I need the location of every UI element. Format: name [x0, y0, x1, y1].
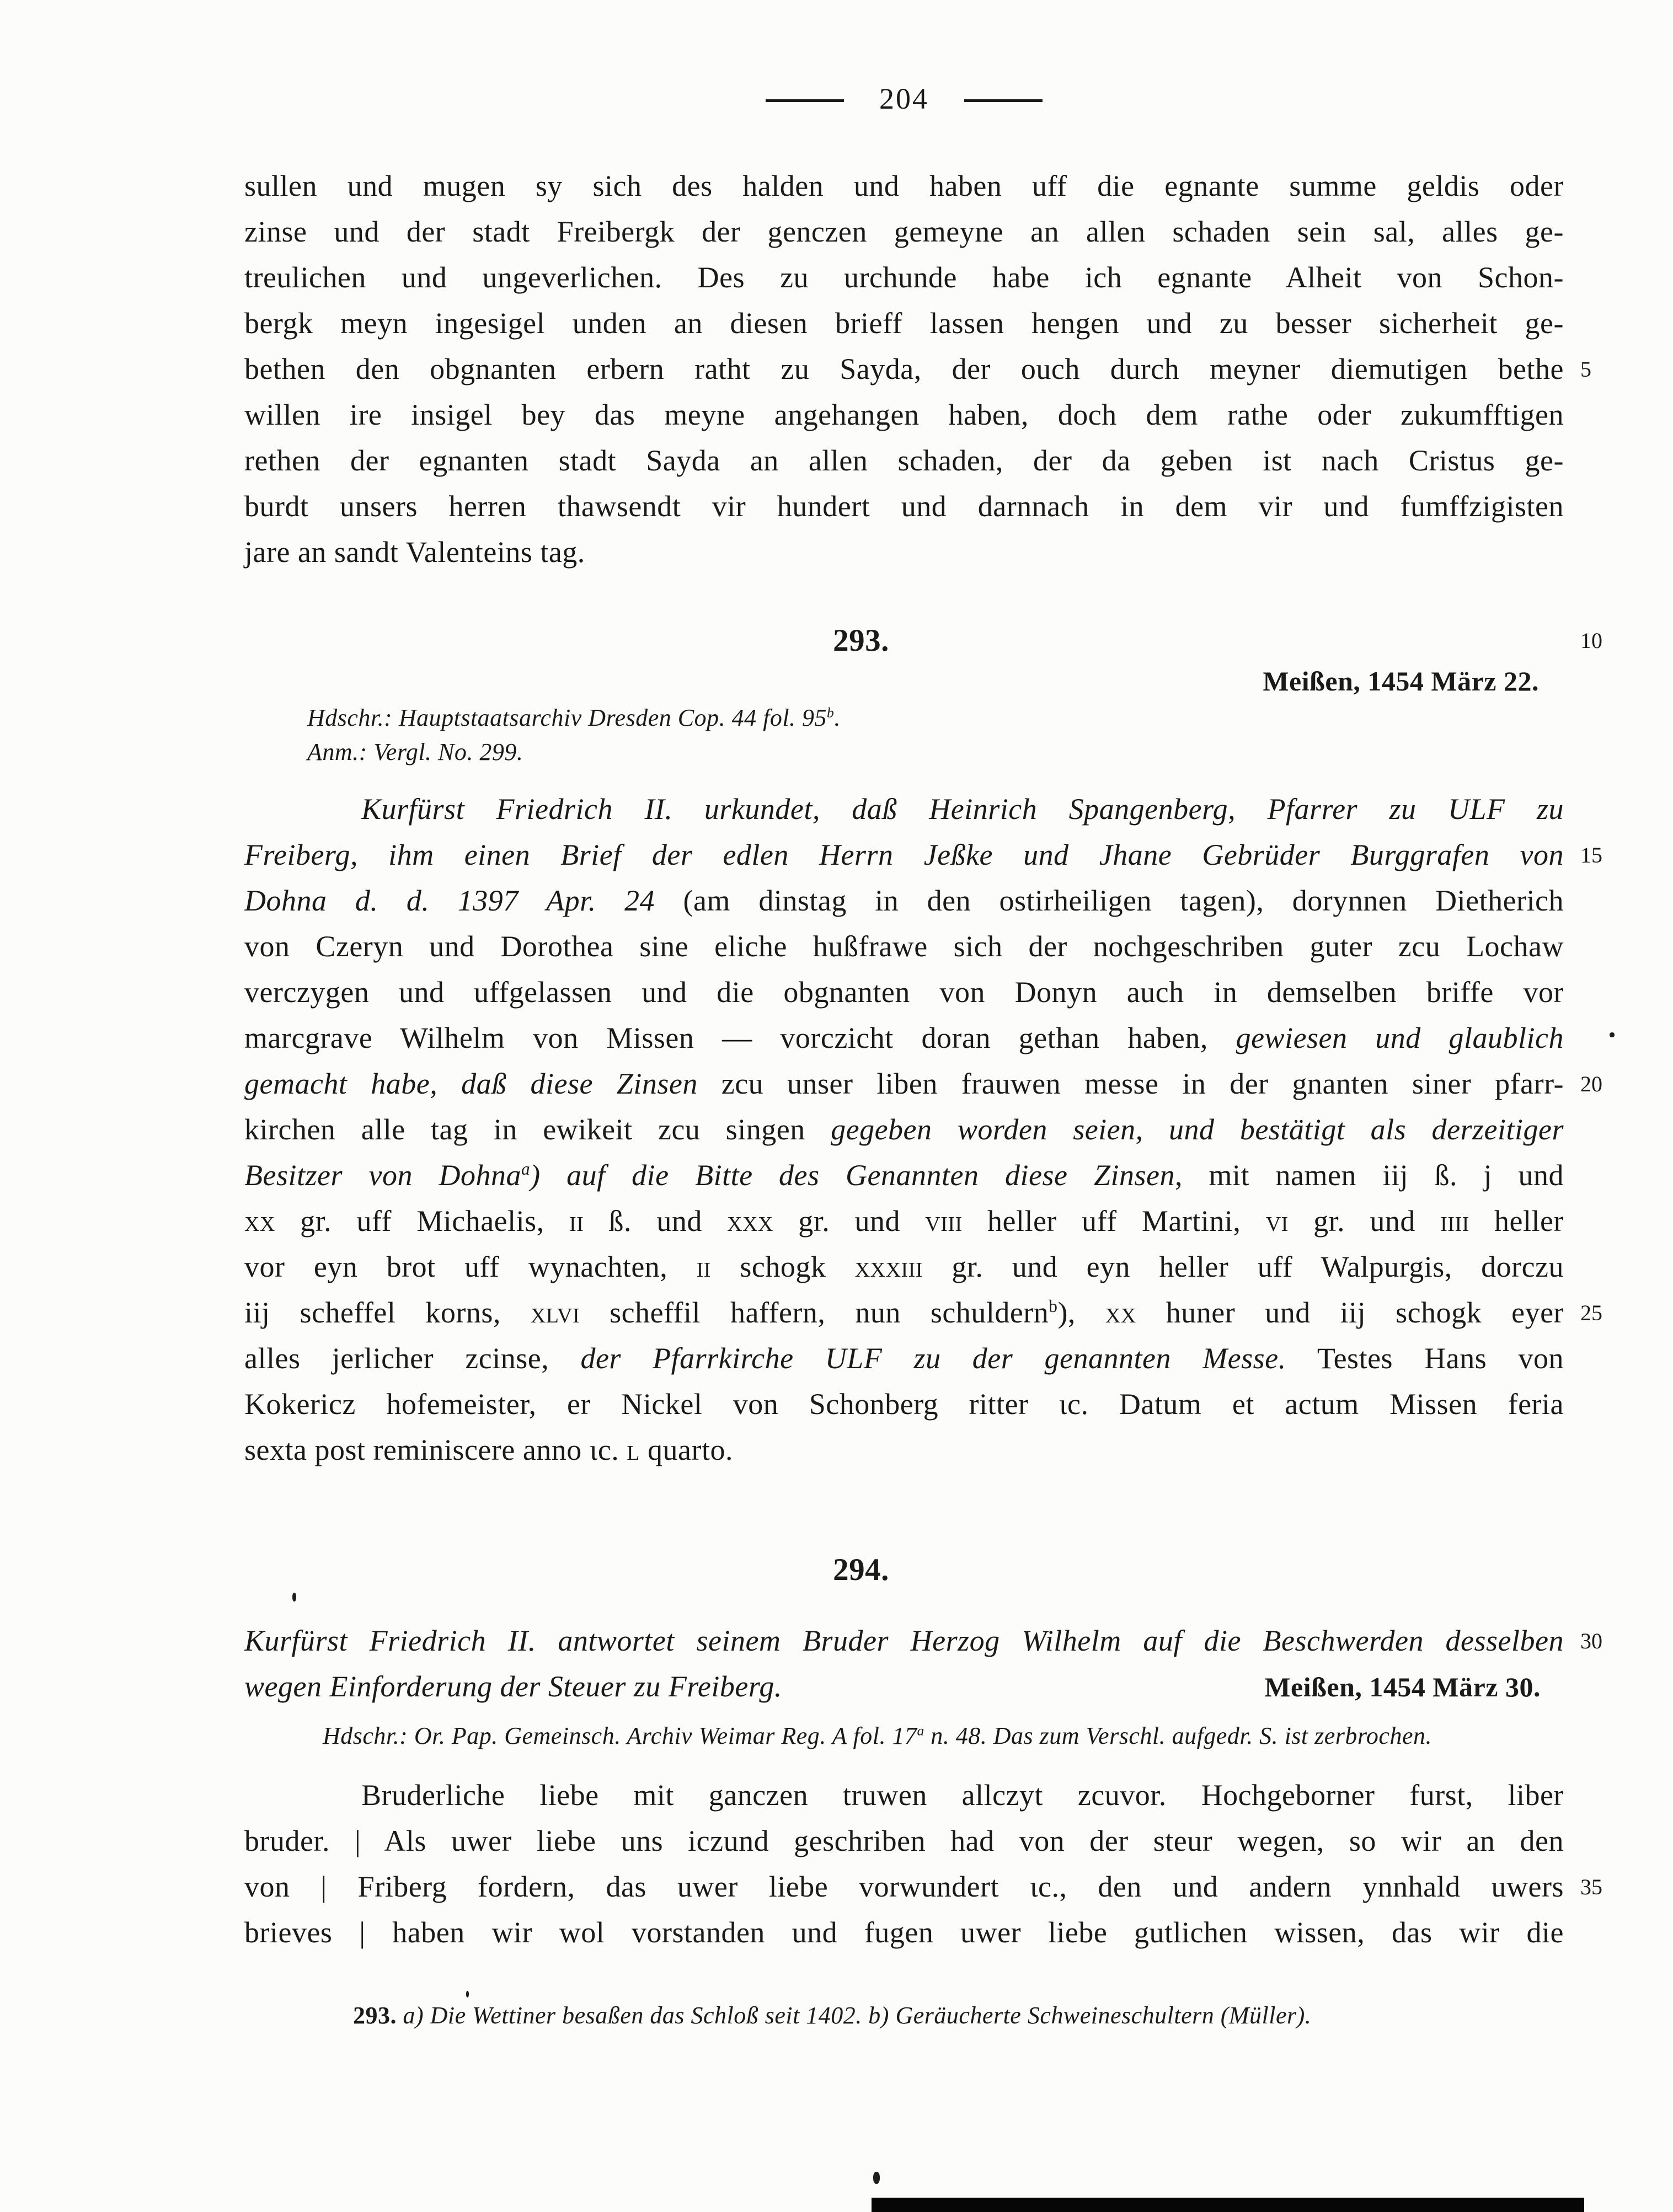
text-segment: brieves | haben wir wol vorstanden und fugen uwer liebe gutlichen wissen, das wir die — [244, 1916, 1564, 1949]
text-segment: huner und iij schogk eyer — [1136, 1296, 1564, 1329]
text-segment: b — [827, 704, 835, 721]
text-segment: n. 48. Das zum Verschl. aufgedr. S. ist zerbrochen. — [924, 1722, 1432, 1749]
text-segment: heller uff Martini, — [962, 1204, 1266, 1238]
text-segment: der Pfarrkirche ULF zu der genannten Messe. — [580, 1342, 1286, 1375]
text-segment: quarto. — [640, 1433, 733, 1466]
text-segment: Kurfürst Friedrich II. urkundet, daß Heinrich Spangenberg, Pfarrer zu ULF zu — [361, 792, 1564, 826]
text-segment: l — [627, 1433, 640, 1466]
scan-artifact-bar — [872, 2198, 1584, 2212]
text-segment: ), — [1057, 1296, 1105, 1329]
text-line — [244, 1618, 1602, 1664]
text-line — [353, 1999, 1522, 2032]
text-segment: bethen den obgnanten erbern ratht zu Sayda, der ouch durch meyner diemutigen bethe — [244, 352, 1564, 385]
text-segment: jare an sandt Valenteins tag. — [244, 535, 585, 569]
text-line — [244, 1864, 1602, 1910]
text-segment: xxx — [727, 1204, 773, 1238]
text-segment: Hdschr.: Hauptstaatsarchiv Dresden Cop. 44 fol. 95 — [307, 704, 827, 731]
text-line — [307, 701, 1565, 735]
entry-293-source-notes — [307, 701, 1565, 769]
text-segment: burdt unsers herren thawsendt vir hundert und darnnach in dem vir und fumffzigisten — [244, 490, 1564, 523]
text-segment: Hdschr.: Or. Pap. Gemeinsch. Archiv Weimar Reg. A fol. 17 — [323, 1722, 917, 1749]
text-line — [244, 484, 1564, 529]
margin-line-number: 15 — [1580, 843, 1602, 867]
entry-294-source-notes — [323, 1719, 1591, 1753]
entry-293-body — [244, 786, 1602, 1473]
text-line — [244, 1550, 1564, 1590]
text-line — [244, 392, 1564, 438]
text-segment: verczygen und uffgelassen und die obgnanten von Donyn auch in demselben briffe vor — [244, 976, 1564, 1009]
page-header — [244, 82, 1564, 116]
text-line — [244, 1381, 1564, 1427]
text-line — [244, 209, 1564, 255]
text-line — [244, 1290, 1602, 1336]
text-segment: heller — [1469, 1204, 1564, 1238]
ink-speck — [873, 2172, 880, 2184]
text-segment: Freiberg, ihm einen Brief der edlen Herrn Jeßke und Jhane Gebrüder Burggrafen von — [244, 838, 1564, 871]
text-segment: Meißen, 1454 März 22. — [1263, 666, 1539, 697]
text-segment: marcgrave Wilhelm von Missen — vorczicht doran gethan haben, — [244, 1021, 1236, 1054]
entry-294-heading — [244, 1550, 1564, 1590]
text-segment: Besitzer von Dohna — [244, 1159, 521, 1192]
text-segment: xlvi — [530, 1296, 580, 1329]
text-segment: kirchen alle tag in ewikeit zcu singen — [244, 1113, 831, 1146]
text-segment: gr. und — [773, 1204, 926, 1238]
text-line — [244, 832, 1602, 878]
text-segment: ii — [696, 1250, 711, 1283]
text-line — [244, 438, 1564, 484]
continued-paragraph — [244, 163, 1591, 575]
text-segment: (am dinstag in den ostirheiligen tagen), dorynnen Dietherich — [683, 884, 1564, 917]
footnote-line — [353, 1999, 1522, 2032]
text-segment: Bruderliche liebe mit ganczen truwen allczyt zcuvor. Hochgeborner furst, liber — [361, 1779, 1564, 1812]
text-line — [244, 1198, 1564, 1244]
entry-294-regest — [244, 1618, 1602, 1710]
text-segment: gr. und eyn heller uff Walpurgis, dorczu — [922, 1250, 1564, 1283]
text-segment: ) auf die Bitte des Genannten diese Zinsen — [530, 1159, 1175, 1192]
text-segment: gemacht habe, daß diese Zinsen — [244, 1067, 721, 1100]
text-segment: alles jerlicher zcinse, — [244, 1342, 581, 1375]
text-segment: vi — [1265, 1204, 1289, 1238]
text-segment: von Czeryn und Dorothea sine eliche hußfrawe sich der nochgeschriben guter zcu Lochaw — [244, 930, 1564, 963]
text-line — [244, 786, 1564, 832]
text-segment: gr. uff Michaelis, — [275, 1204, 569, 1238]
text-segment: von | Friberg fordern, das uwer liebe vorwundert ɩc., den und andern ynnhald uwers — [244, 1870, 1564, 1903]
text-segment: rethen der egnanten stadt Sayda an allen schaden, der da geben ist nach Cristus ge- — [244, 444, 1564, 477]
text-line — [244, 1015, 1564, 1061]
text-segment: willen ire insigel bey das meyne angehangen haben, doch dem rathe oder zukumfftigen — [244, 398, 1564, 431]
text-segment: . — [834, 704, 841, 731]
text-line — [244, 163, 1564, 209]
text-line — [244, 255, 1564, 301]
text-segment: iiii — [1440, 1204, 1469, 1238]
text-line — [323, 1719, 1591, 1753]
text-segment: Testes Hans von — [1286, 1342, 1564, 1375]
margin-line-number: 20 — [1580, 1072, 1602, 1096]
margin-line-number: 25 — [1580, 1300, 1602, 1325]
text-segment: xx — [1105, 1296, 1136, 1329]
text-segment: zcu unser liben frauwen messe in der gnanten siner pfarr- — [721, 1067, 1564, 1100]
text-line — [244, 1244, 1564, 1290]
text-line — [244, 878, 1564, 924]
text-segment: sullen und mugen sy sich des halden und haben uff die egnante summe geldis oder — [244, 169, 1564, 202]
margin-line-number: 30 — [1580, 1629, 1602, 1653]
text-segment: zinse und der stadt Freibergk der genczen gemeyne an allen schaden sein sal, alles ge- — [244, 215, 1564, 248]
header-rule-right — [964, 99, 1043, 102]
text-segment: ii — [569, 1204, 584, 1238]
text-line — [244, 663, 1539, 699]
text-segment: 293. — [353, 2002, 397, 2029]
text-line — [244, 1664, 1564, 1710]
ink-speck — [466, 1991, 469, 1997]
text-segment: Meißen, 1454 März 30. — [1264, 1672, 1541, 1702]
text-segment: treulichen und ungeverlichen. Des zu urchunde habe ich egnante Alheit von Schon- — [244, 261, 1564, 294]
entry-293-heading — [244, 621, 1602, 661]
text-line — [244, 1061, 1602, 1107]
text-segment: Anm.: Vergl. No. 299. — [307, 738, 523, 765]
text-line — [244, 1107, 1564, 1153]
text-line — [244, 1336, 1564, 1381]
text-segment: schogk — [710, 1250, 855, 1283]
text-segment: Kokericz hofemeister, er Nickel von Schonberg ritter ɩc. Datum et actum Missen feria — [244, 1388, 1564, 1421]
margin-line-number: 35 — [1580, 1874, 1602, 1899]
text-line — [244, 346, 1591, 392]
text-segment: bruder. | Als uwer liebe uns iczund geschriben had von der steur wegen, so wir an den — [244, 1824, 1564, 1857]
text-line — [244, 301, 1564, 346]
text-segment: xxxiii — [854, 1250, 923, 1283]
text-segment: wegen Einforderung der Steuer zu Freiberg. — [244, 1670, 782, 1703]
text-segment: a — [521, 1159, 531, 1179]
text-line — [244, 529, 1564, 575]
text-segment: Dohna d. d. 1397 Apr. 24 — [244, 884, 683, 917]
text-segment: gewiesen und glaublich — [1236, 1021, 1564, 1054]
text-segment: vor eyn brot uff wynachten, — [244, 1250, 697, 1283]
text-segment: gr. und — [1288, 1204, 1441, 1238]
text-segment: bergk meyn ingesigel unden an diesen brieff lassen hengen und zu besser sicherheit ge- — [244, 307, 1564, 340]
text-line — [307, 735, 1565, 769]
text-line — [244, 1772, 1564, 1818]
header-rule-left — [766, 99, 844, 102]
text-segment: a — [917, 1722, 924, 1739]
text-segment: scheffil haffern, nun schuldern — [580, 1296, 1049, 1329]
text-segment: 294. — [833, 1552, 889, 1587]
text-segment: gegeben worden seien, und bestätigt als derzeitiger — [831, 1113, 1564, 1146]
text-segment: Kurfürst Friedrich II. antwortet seinem Bruder Herzog Wilhelm auf die Beschwerden desselben — [244, 1624, 1564, 1657]
text-line — [244, 621, 1602, 661]
text-segment: ß. und — [584, 1204, 728, 1238]
text-line — [244, 1153, 1564, 1198]
text-segment: iij scheffel korns, — [244, 1296, 531, 1329]
text-segment: , mit namen iij ß. j und — [1174, 1159, 1564, 1192]
text-segment: viii — [925, 1204, 963, 1238]
text-segment: xx — [244, 1204, 275, 1238]
text-line — [244, 1910, 1564, 1956]
margin-line-number: 10 — [1580, 628, 1602, 653]
text-line — [244, 924, 1564, 970]
text-segment: a) Die Wettiner besaßen das Schloß seit 1402. b) Geräucherte Schweineschultern (Müller). — [397, 2002, 1312, 2029]
margin-line-number: 5 — [1580, 357, 1591, 382]
text-line — [244, 1427, 1564, 1473]
ink-speck — [1610, 1032, 1615, 1037]
ink-speck — [292, 1593, 296, 1602]
entry-294-body — [244, 1772, 1602, 1956]
text-line — [244, 970, 1564, 1015]
text-line — [244, 1818, 1564, 1864]
text-segment: 293. — [833, 623, 889, 658]
text-segment: sexta post reminiscere anno ɩc. — [244, 1433, 627, 1466]
page-number: 204 — [879, 82, 929, 115]
text-segment: b — [1049, 1297, 1058, 1316]
entry-293-dateline — [244, 663, 1539, 699]
